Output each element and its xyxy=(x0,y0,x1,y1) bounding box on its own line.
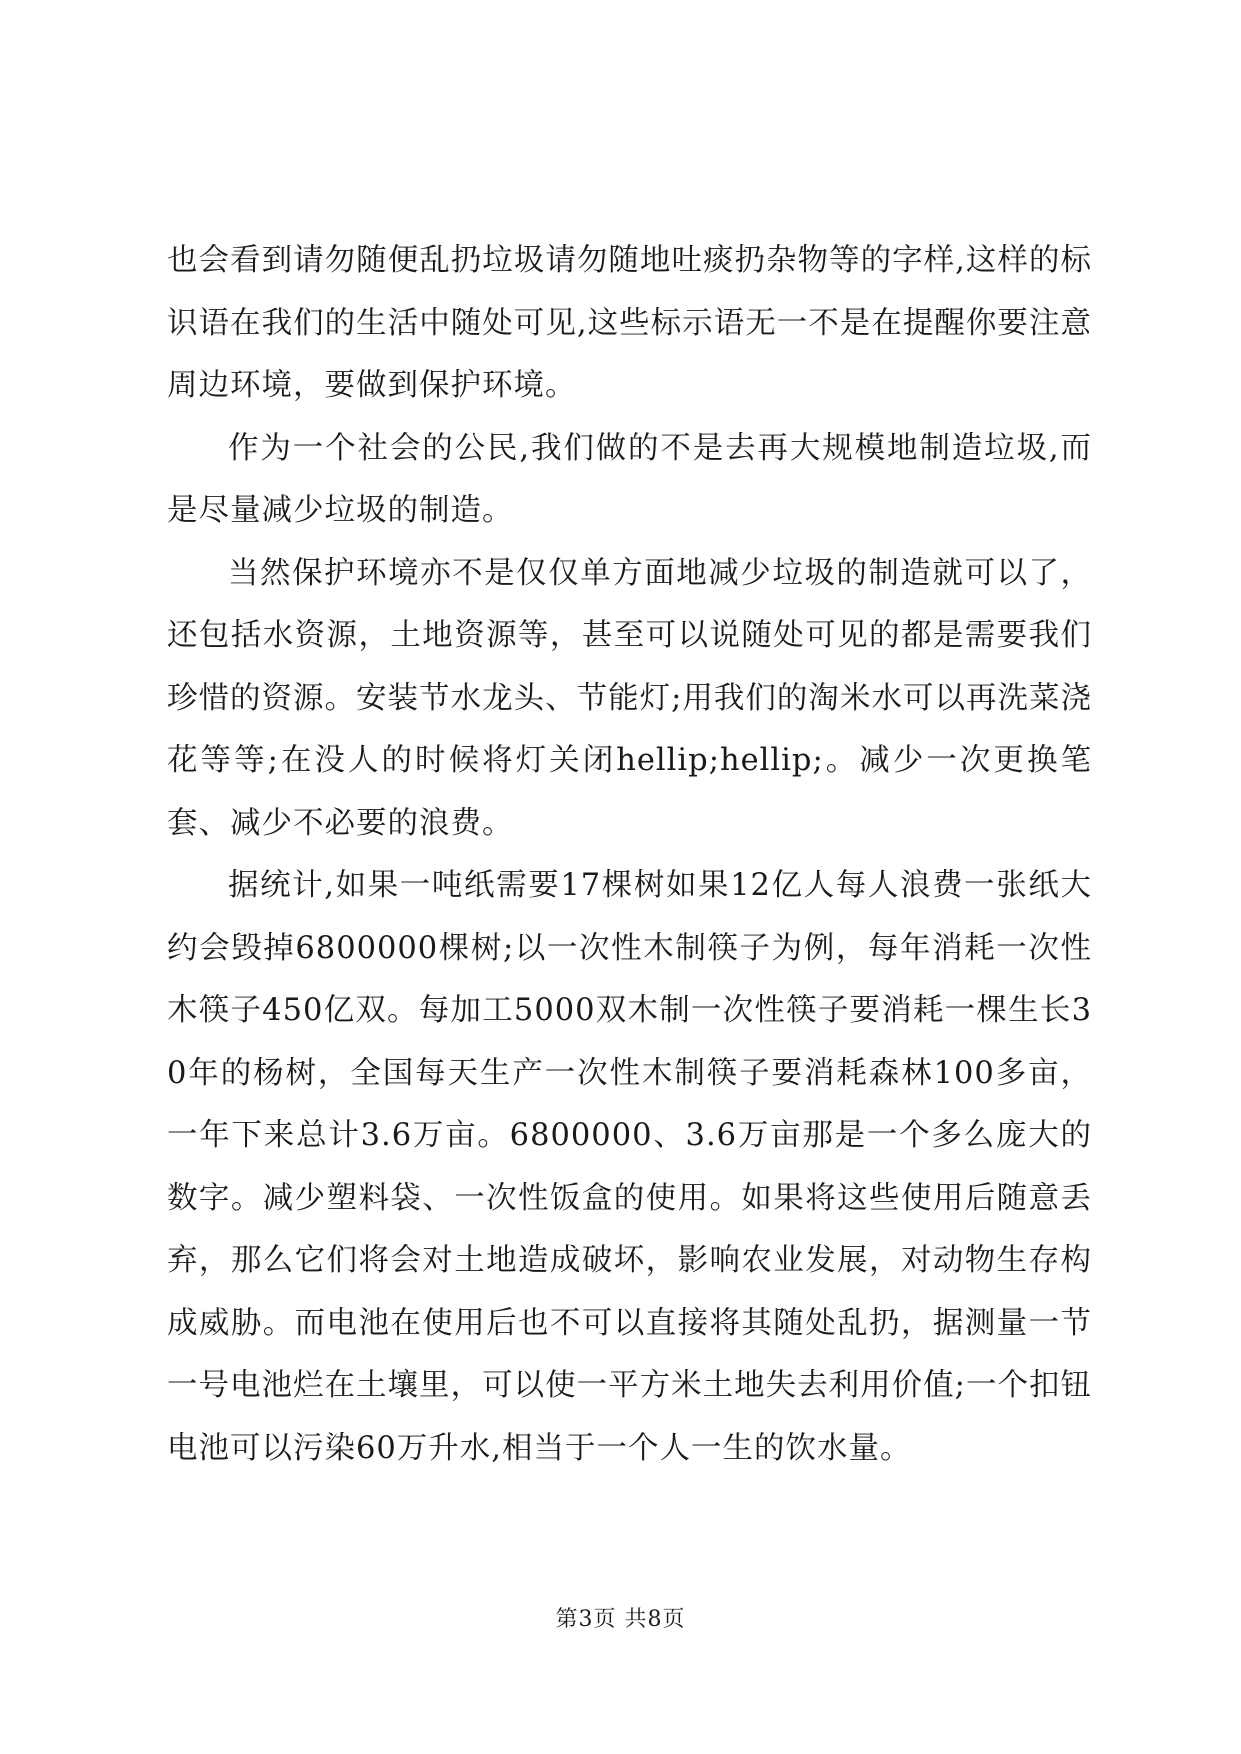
body-text xyxy=(167,230,1092,1480)
paragraph-4: 据统计,如果一吨纸需要17棵树如果12亿人每人浪费一张纸大约会毁掉6800000棵树;以一次性木制筷子为例，每年消耗一次性木筷子450亿双。每加工5000双木制一次性筷子要消耗一棵生长30年的杨树，全国每天生产一次性木制筷子要消耗森林100多亩，一年下来总计3.6万亩。6800000、3.6万亩那是一个多么庞大的数字。减少塑料袋、一次性饭盒的使用。如果将这些使用后随意丢弃，那么它们将会对土地造成破坏，影响农业发展，对动物生存构成威胁。而电池在使用后也不可以直接将其随处乱扔，据测量一节一号电池烂在土壤里，可以使一平方米土地失去利用价值;一个扣钮电池可以污染60万升水,相当于一个人一生的饮水量。 xyxy=(167,868,1092,1466)
paragraph-2: 作为一个社会的公民,我们做的不是去再大规模地制造垃圾,而是尽量减少垃圾的制造。 xyxy=(167,430,1092,528)
paragraph-1: 也会看到请勿随便乱扔垃圾请勿随地吐痰扔杂物等的字样,这样的标识语在我们的生活中随处可见,这些标示语无一不是在提醒你要注意周边环境，要做到保护环境。 xyxy=(167,243,1092,403)
page-footer: 第3页 共8页 xyxy=(555,1607,686,1632)
paragraph-3: 当然保护环境亦不是仅仅单方面地减少垃圾的制造就可以了，还包括水资源，土地资源等，甚至可以说随处可见的都是需要我们珍惜的资源。安装节水龙头、节能灯;用我们的淘米水可以再洗菜浇花等等;在没人的时候将灯关闭hellip;hellip;。减少一次更换笔套、减少不必要的浪费。 xyxy=(167,555,1092,841)
